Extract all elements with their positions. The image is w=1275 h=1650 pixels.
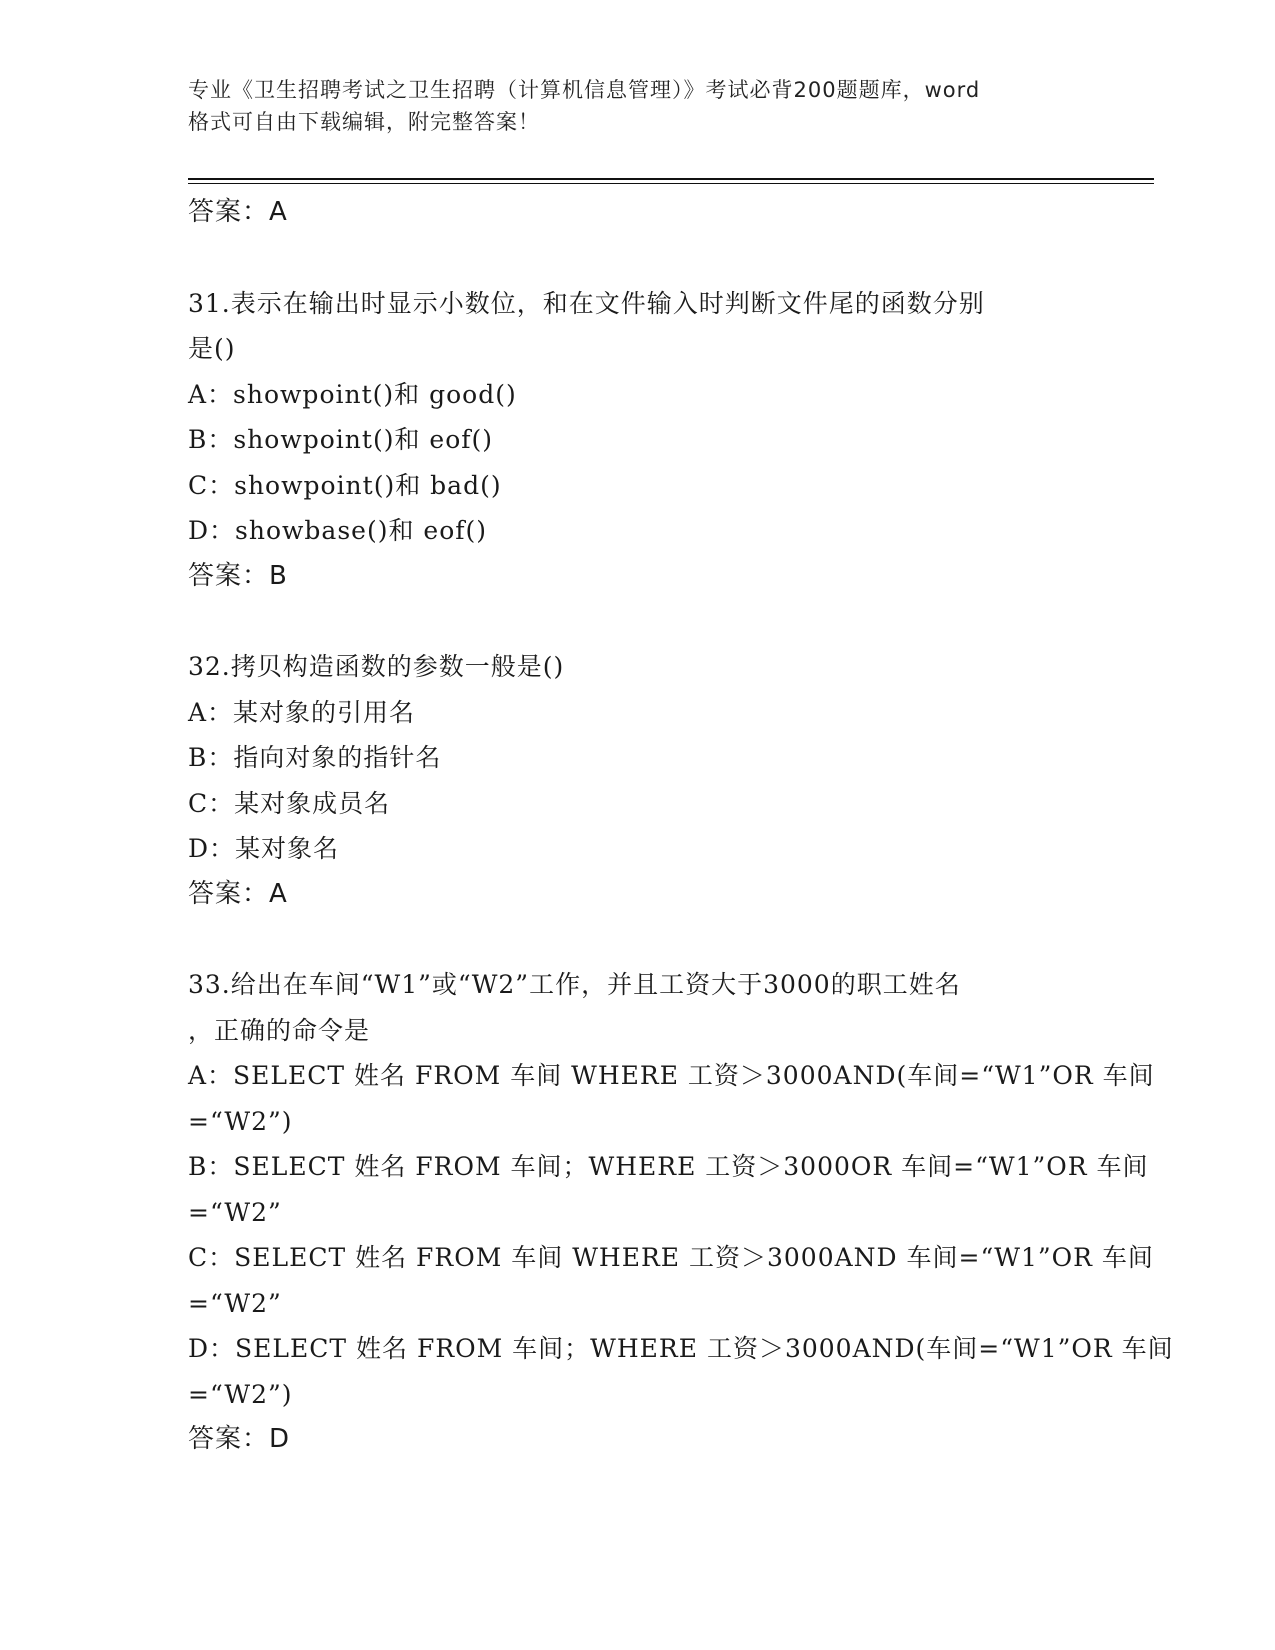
answer: 答案：B [188,560,288,591]
answer: 答案：D [188,1424,291,1454]
spacer [188,236,1088,281]
option-c-continued: =“W2” [188,1288,282,1318]
question-stem: 是() [188,334,236,363]
document-header [188,74,1088,138]
option-d: D：SELECT 姓名 FROM 车间；WHERE 工资＞3000AND(车间=“W1”OR 车间 [188,1334,1174,1363]
option-d: D：某对象名 [188,834,340,863]
question-list [188,190,1174,1463]
header-divider [188,178,1154,180]
option-c: C：某对象成员名 [188,788,391,818]
option-c: C：showpoint()和 bad() [188,470,502,500]
question-33 [188,962,1174,1463]
previous-answer: 答案：A [188,197,288,227]
question-32 [188,644,1088,917]
header-line-1: 专业《卫生招聘考试之卫生招聘（计算机信息管理）》考试必背200题题库，word [188,78,981,102]
header-divider-thin [188,183,1154,184]
question-31 [188,281,1088,600]
header-line-2: 格式可自由下载编辑，附完整答案！ [188,110,540,134]
option-b: B：指向对象的指针名 [188,743,442,772]
option-c: C：SELECT 姓名 FROM 车间 WHERE 工资＞3000AND 车间=“W1”OR 车间 [188,1243,1154,1272]
question-stem: 32.拷贝构造函数的参数一般是() [188,652,565,681]
answer: 答案：A [188,878,288,909]
option-a-continued: =“W2”) [188,1106,293,1136]
question-stem: 31.表示在输出时显示小数位，和在文件输入时判断文件尾的函数分别 [188,288,985,318]
spacer [188,599,1088,644]
spacer [188,917,1088,962]
question-stem: 33.给出在车间“W1”或“W2”工作，并且工资大于3000的职工姓名 [188,970,961,999]
option-b: B：SELECT 姓名 FROM 车间；WHERE 工资＞3000OR 车间=“W1”OR 车间 [188,1152,1149,1181]
option-d: D：showbase()和 eof() [188,516,488,545]
option-a: A：SELECT 姓名 FROM 车间 WHERE 工资＞3000AND(车间=“W1”OR 车间 [188,1061,1155,1090]
option-a: A：showpoint()和 good() [188,379,517,409]
option-d-continued: =“W2”) [188,1379,293,1409]
question-stem: ，正确的命令是 [188,1015,371,1045]
option-b: B：showpoint()和 eof() [188,425,494,454]
option-a: A：某对象的引用名 [188,697,416,727]
option-b-continued: =“W2” [188,1197,282,1227]
